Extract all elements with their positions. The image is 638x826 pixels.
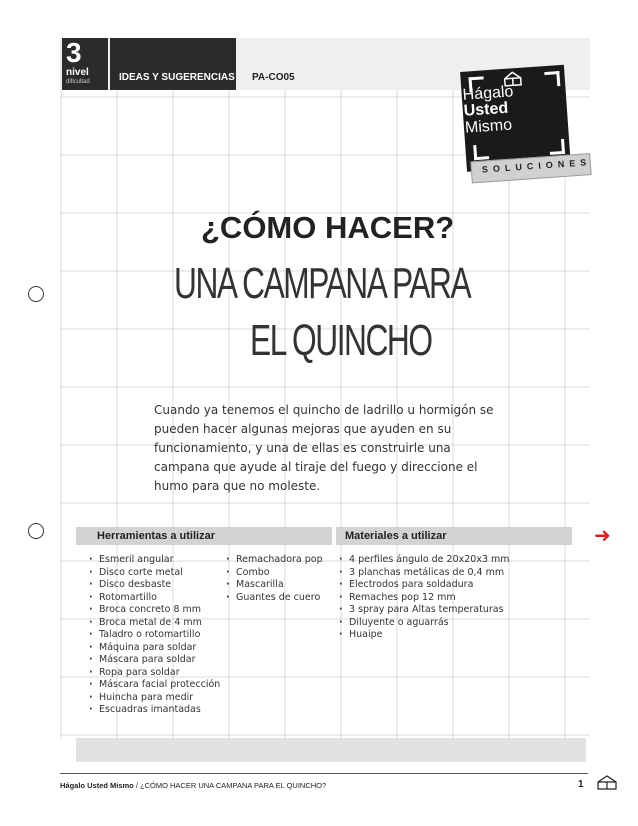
list-item: · Huaipe <box>338 629 510 642</box>
document-code: PA-CO05 <box>252 72 295 83</box>
page-title-line1: UNA CAMPANA PARA <box>174 259 471 308</box>
list-item: · Guantes de cuero <box>225 592 323 605</box>
list-item: · Esmeril angular <box>88 554 220 567</box>
list-item: · Broca metal de 4 mm <box>88 617 220 630</box>
footer-text <box>60 781 326 790</box>
intro-paragraph: Cuando ya tenemos el quincho de ladrillo u hormigón se pueden hacer algunas mejoras que ayuden en su funcionamiento, y una de ellas es construirle una campana que ayude al tiraje del fuego y direccione el humo para que no moleste. <box>154 403 494 493</box>
section-label: IDEAS Y SUGERENCIAS <box>119 72 235 83</box>
list-item: · Taladro o rotomartillo <box>88 629 220 642</box>
difficulty-label: nivel <box>66 67 89 78</box>
list-item: · Remaches pop 12 mm <box>338 592 510 605</box>
materials-list <box>338 554 510 642</box>
logo-tagline: SOLUCIONES <box>481 157 592 175</box>
list-item: · Ropa para soldar <box>88 667 220 680</box>
list-item: · Escuadras imantadas <box>88 704 220 717</box>
footer-title: / ¿CÓMO HACER UNA CAMPANA PARA EL QUINCHO? <box>133 781 327 790</box>
list-item: · Combo <box>225 567 323 580</box>
binder-hole <box>28 286 44 302</box>
list-item: · Disco corte metal <box>88 567 220 580</box>
list-item: · Rotomartillo <box>88 592 220 605</box>
difficulty-sublabel: dificultad <box>66 79 90 85</box>
materials-title: Materiales a utilizar <box>345 530 447 542</box>
logo-word-mismo: Mismo <box>464 116 513 137</box>
logo-corner <box>549 139 565 155</box>
tools-title: Herramientas a utilizar <box>97 530 215 542</box>
list-item: · Disco desbaste <box>88 579 220 592</box>
brand-logo <box>447 53 590 198</box>
logo-corner <box>544 71 560 87</box>
list-item: · Broca concreto 8 mm <box>88 604 220 617</box>
list-item: · Mascarilla <box>225 579 323 592</box>
footer-divider <box>60 773 588 774</box>
tools-list-col2 <box>225 554 323 604</box>
list-item: · 4 perfiles ángulo de 20x20x3 mm <box>338 554 510 567</box>
list-item: · Electrodos para soldadura <box>338 579 510 592</box>
page-number: 1 <box>578 779 584 790</box>
list-item: · Remachadora pop <box>225 554 323 567</box>
list-item: · Máscara facial protección <box>88 679 220 692</box>
list-item: · Máquina para soldar <box>88 642 220 655</box>
page-question: ¿CÓMO HACER? <box>201 210 455 245</box>
bottom-band <box>76 738 586 762</box>
footer-brand: Hágalo Usted Mismo <box>60 781 134 790</box>
logo-word-hagalo: Hágalo <box>462 83 514 104</box>
next-arrow-icon: ➜ <box>594 523 611 547</box>
logo-word-usted: Usted <box>463 99 509 120</box>
tools-list-col1 <box>88 554 220 717</box>
page-title-line2: EL QUINCHO <box>250 316 432 365</box>
list-item: · Máscara para soldar <box>88 654 220 667</box>
logo-corner <box>473 144 489 160</box>
list-item: · Huincha para medir <box>88 692 220 705</box>
list-item: · 3 spray para Altas temperaturas <box>338 604 510 617</box>
difficulty-number: 3 <box>66 37 82 68</box>
binder-hole <box>28 523 44 539</box>
list-item: · 3 planchas metálicas de 0,4 mm <box>338 567 510 580</box>
list-item: · Diluyente o aguarrás <box>338 617 510 630</box>
house-icon <box>596 774 618 790</box>
